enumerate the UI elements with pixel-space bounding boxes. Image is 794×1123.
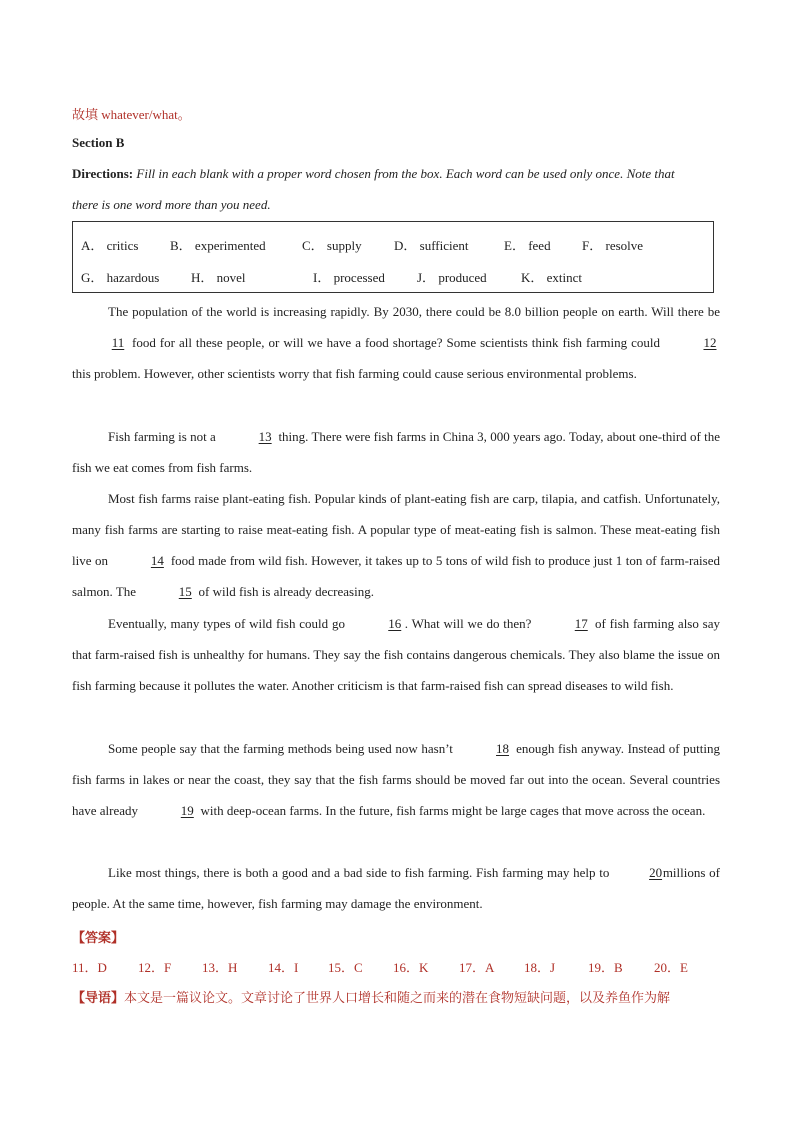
guide-label: 【导语】 bbox=[72, 991, 125, 1006]
blank-19: 19 bbox=[180, 803, 194, 818]
answer-13: 13．H bbox=[202, 960, 238, 975]
answer-15: 15．C bbox=[328, 960, 363, 975]
option-b: B． experimented bbox=[170, 238, 266, 253]
paragraph-4: Eventually, many types of wild fish could go 16 . What will we do then? 17 of fish farming also say that farm-raised fish is unhealthy for humans. They say the fish contains dangerous chemicals. They also blame the issue on fish farming because it pollutes the water. Another criticism is that farm-raised fish can spread diseases to wild fish. bbox=[72, 608, 720, 701]
option-c: C． supply bbox=[302, 238, 362, 253]
blank-15: 15 bbox=[178, 584, 192, 599]
guide-text: 本文是一篇议论文。文章讨论了世界人口增长和随之而来的潜在食物短缺问题，以及养鱼作为解 bbox=[124, 991, 671, 1006]
paragraph-2: Fish farming is not a 13 thing. There were fish farms in China 3, 000 years ago. Today, about one-third of the fish we eat comes from fish farms. bbox=[72, 421, 720, 483]
word-box bbox=[72, 221, 714, 293]
directions-text-1: Fill in each blank with a proper word chosen from the box. Each word can be used only once. Note that bbox=[136, 166, 675, 181]
blank-18: 18 bbox=[496, 741, 510, 756]
blank-11: 11 bbox=[111, 335, 125, 350]
answer-18: 18．J bbox=[524, 960, 556, 975]
paragraph-1: The population of the world is increasing rapidly. By 2030, there could be 8.0 billion people on earth. Will there be 11 food for all these people, or will we have a food shortage? Some scientists think fish farming could 12 this problem. However, other scientists worry that fish farming could cause serious environmental problems. bbox=[72, 304, 720, 381]
section-title: Section B bbox=[72, 135, 125, 150]
answer-17: 17．A bbox=[459, 960, 495, 975]
answer-11: 11．D bbox=[72, 960, 107, 975]
option-a: A． critics bbox=[81, 238, 139, 253]
answer-19: 19．B bbox=[588, 960, 623, 975]
option-d: D． sufficient bbox=[394, 238, 469, 253]
directions-line-1 bbox=[72, 166, 675, 182]
answer-20: 20．E bbox=[654, 960, 688, 975]
blank-12: 12 bbox=[703, 335, 717, 350]
answer-14: 14．I bbox=[268, 960, 299, 975]
option-k: K． extinct bbox=[521, 270, 583, 285]
blank-16: 16 bbox=[388, 616, 402, 631]
blank-14: 14 bbox=[150, 553, 164, 568]
option-e: E． feed bbox=[504, 238, 551, 253]
option-j: J． produced bbox=[417, 270, 487, 285]
blank-13: 13 bbox=[258, 429, 272, 444]
directions-label: Directions: bbox=[72, 166, 134, 181]
answer-12: 12．F bbox=[138, 960, 172, 975]
paragraph-6: Like most things, there is both a good and a bad side to fish farming. Fish farming may help to 20 millions of people. At the same time, however, fish farming may damage the environment. bbox=[72, 857, 720, 919]
blank-17: 17 bbox=[574, 616, 588, 631]
answer-16: 16．K bbox=[393, 960, 429, 975]
paragraph-5: Some people say that the farming methods being used now hasn’t 18 enough fish anyway. Instead of putting fish farms in lakes or near the coast, they say that the fish farms should be moved far out into the ocean. Several countries have already 19 with deep-ocean farms. In the future, fish farms might be large cages that move across the ocean. bbox=[72, 733, 720, 826]
option-h: H． novel bbox=[191, 270, 246, 285]
blank-20: 20 bbox=[649, 865, 663, 880]
option-i: I． processed bbox=[313, 270, 385, 285]
top-note: 故填 whatever/what。 bbox=[72, 107, 191, 122]
paragraph-3: Most fish farms raise plant-eating fish. Popular kinds of plant-eating fish are carp, tilapia, and catfish. Unfortunately, many fish farms are starting to raise meat-eating fish. A popular type of meat-eating fish is salmon. These meat-eating fish live on 14 food made from wild fish. However, it takes up to 5 tons of wild fish to produce just 1 ton of farm-raised salmon. The 15 of wild fish is already decreasing. bbox=[72, 483, 720, 607]
option-g: G． hazardous bbox=[81, 270, 160, 285]
option-f: F． resolve bbox=[582, 238, 644, 253]
directions-line-2 bbox=[72, 197, 271, 213]
answer-label: 【答案】 bbox=[72, 931, 125, 946]
directions-text-2: there is one word more than you need. bbox=[72, 197, 271, 212]
guide-line bbox=[72, 987, 670, 1006]
